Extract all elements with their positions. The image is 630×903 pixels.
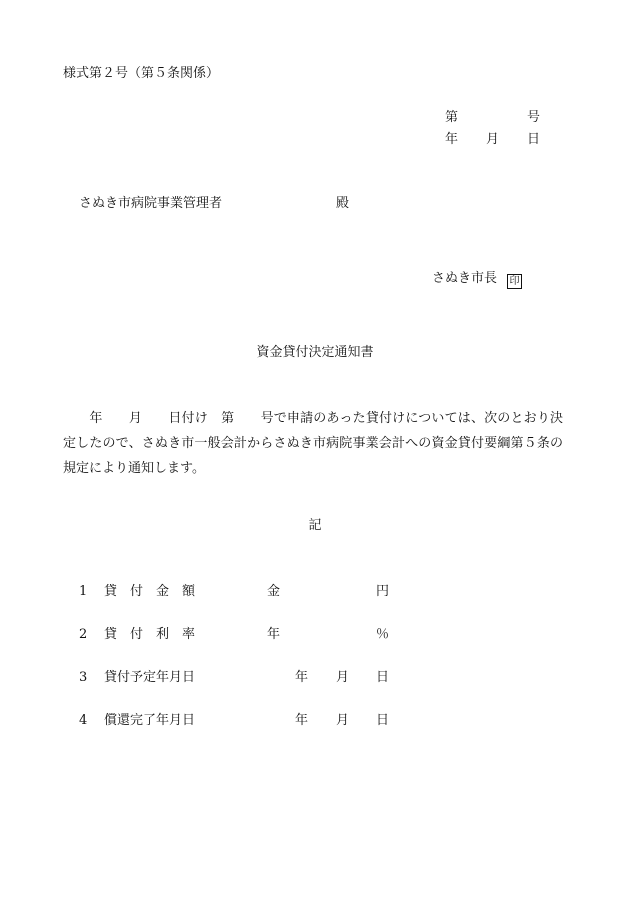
- item-3-day: 日: [376, 670, 390, 685]
- sender-name: さぬき市長: [432, 271, 498, 286]
- item-2-unit-right: ％: [376, 627, 390, 642]
- doc-no-suffix: 号: [527, 110, 541, 125]
- item-4-month: 月: [336, 713, 350, 728]
- seal-mark: 印: [507, 274, 522, 289]
- date-month: 月: [486, 132, 500, 147]
- item-3-number: 3: [79, 670, 88, 685]
- item-1-unit-right: 円: [376, 584, 390, 599]
- item-3-year: 年: [295, 670, 309, 685]
- item-2-unit-left: 年: [267, 627, 281, 642]
- item-4-number: 4: [79, 713, 88, 728]
- item-4-label: 償還完了年月日: [104, 713, 196, 728]
- item-3-label: 貸付予定年月日: [104, 670, 196, 685]
- item-2-label: 貸 付 利 率: [104, 627, 196, 642]
- item-1-unit-left: 金: [267, 584, 281, 599]
- item-1-number: 1: [79, 584, 88, 599]
- addressee-honorific: 殿: [336, 196, 350, 211]
- item-1-label: 貸 付 金 額: [104, 584, 196, 599]
- addressee-name: さぬき市病院事業管理者: [79, 196, 223, 211]
- date-day: 日: [527, 132, 541, 147]
- document-title: 資金貸付決定通知書: [256, 345, 374, 360]
- item-2-number: 2: [79, 627, 88, 642]
- body-paragraph: 年 月 日付け 第 号で申請のあった貸付けについては、次のとおり決定したので、さぬき市一般会計からさぬき市病院事業会計への資金貸付要綱第５条の規定により通知します。: [63, 411, 563, 476]
- form-number: 様式第２号（第５条関係）: [63, 66, 220, 81]
- item-4-year: 年: [295, 713, 309, 728]
- item-3-month: 月: [336, 670, 350, 685]
- sender: [432, 272, 522, 289]
- item-4-day: 日: [376, 713, 390, 728]
- note-heading: 記: [308, 518, 322, 533]
- doc-no-prefix: 第: [445, 110, 459, 125]
- date-year: 年: [445, 132, 459, 147]
